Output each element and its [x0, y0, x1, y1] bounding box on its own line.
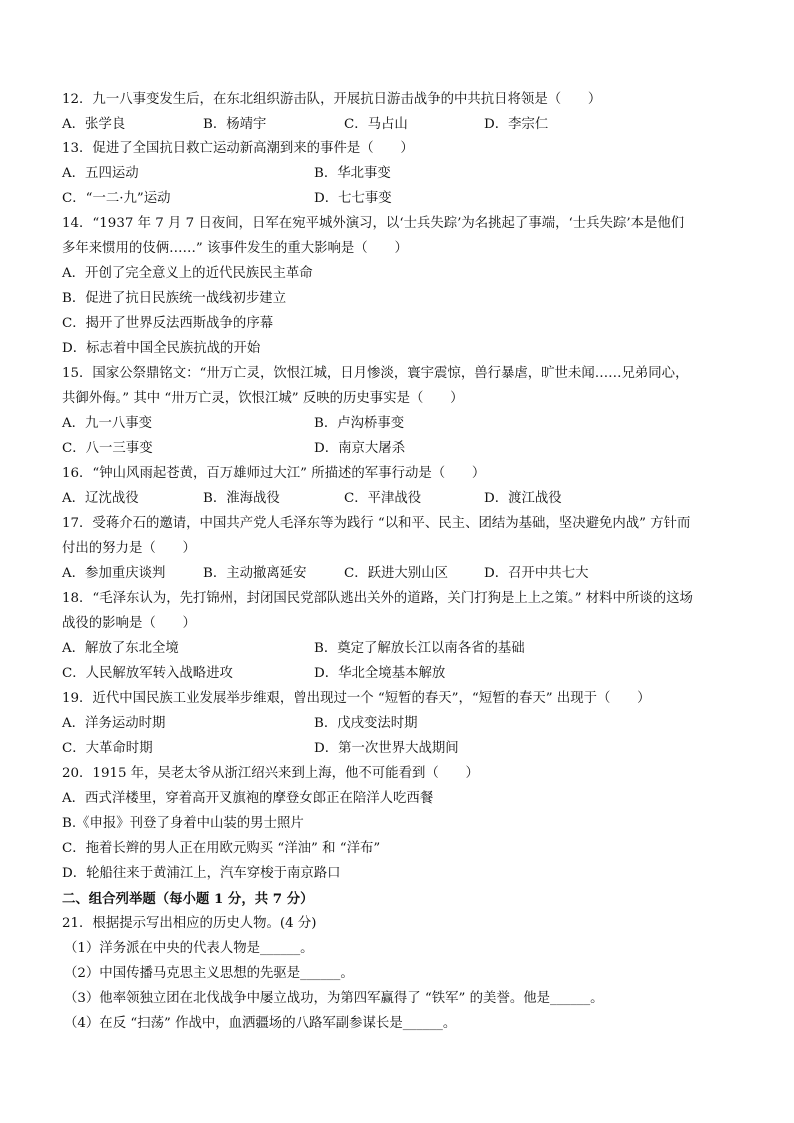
question-13-option-a: A．五四运动	[62, 166, 139, 181]
question-17-option-a: A．参加重庆谈判	[62, 566, 166, 581]
question-18-option-d: D．华北全境基本解放	[314, 666, 446, 681]
question-20-option-a: A．西式洋楼里，穿着高开叉旗袍的摩登女郎正在陪洋人吃西餐	[62, 791, 434, 806]
question-19-stem: 19．近代中国民族工业发展举步维艰，曾出现过一个 “短暂的春天”，“短暂的春天” 出现于（ ）	[62, 691, 651, 706]
question-19-option-a: A．洋务运动时期	[62, 716, 166, 731]
section-2-title: 二、组合列举题（每小题 1 分，共 7 分）	[62, 891, 314, 907]
question-18-stem-line-2: 战役的影响是（ ）	[62, 616, 196, 631]
question-12-stem: 12．九一八事变发生后，在东北组织游击队，开展抗日游击战争的中共抗日将领是（ ）	[62, 92, 602, 107]
question-14-option-a: A．开创了完全意义上的近代民族民主革命	[62, 266, 313, 281]
question-19-option-c: C．大革命时期	[62, 741, 153, 756]
question-12-option-c: C．马占山	[344, 117, 408, 132]
question-13-option-d: D．七七事变	[314, 191, 392, 206]
question-15-option-b: B．卢沟桥事变	[314, 416, 405, 431]
question-13-option-c: C．“一二·九”运动	[62, 191, 171, 206]
question-16-option-c: C．平津战役	[344, 491, 422, 506]
question-13-option-b: B．华北事变	[314, 166, 391, 181]
question-16-stem: 16．“钟山风雨起苍黄，百万雄师过大江” 所描述的军事行动是（ ）	[62, 466, 486, 481]
question-16-option-d: D．渡江战役	[484, 491, 562, 506]
question-17-stem-line-1: 17．受蒋介石的邀请，中国共产党人毛泽东等为践行 “以和平、民主、团结为基础，坚决避免内战” 方针而	[62, 516, 691, 531]
question-14-stem-line-1: 14．“1937 年 7 月 7 日夜间，日军在宛平城外演习，以‘士兵失踪’为名挑起了事端，‘士兵失踪’本是他们	[62, 216, 685, 231]
question-13-stem: 13．促进了全国抗日救亡运动新高潮到来的事件是（ ）	[62, 141, 414, 156]
question-18-stem-line-1: 18．“毛泽东认为，先打锦州，封闭国民党部队逃出关外的道路，关门打狗是上上之策。” 材料中所谈的这场	[62, 591, 693, 606]
question-20-option-d: D．轮船往来于黄浦江上，汽车穿梭于南京路口	[62, 866, 341, 881]
question-17-option-c: C．跃进大别山区	[344, 566, 448, 581]
question-21-item-3: （3）他率领独立团在北伐战争中屡立战功，为第四军赢得了 “铁军” 的美誉。他是______。	[64, 991, 604, 1006]
question-15-option-c: C．八一三事变	[62, 441, 153, 456]
question-21-item-1: （1）洋务派在中央的代表人物是______。	[64, 941, 314, 956]
question-20-option-c: C．拖着长辫的男人正在用欧元购买 “洋油” 和 “洋布”	[62, 841, 381, 856]
question-14-option-c: C．揭开了世界反法西斯战争的序幕	[62, 316, 274, 331]
question-16-option-b: B．淮海战役	[203, 491, 280, 506]
question-16-option-a: A．辽沈战役	[62, 491, 139, 506]
question-21-stem: 21．根据提示写出相应的历史人物。(4 分)	[62, 916, 317, 931]
question-17-option-d: D．召开中共七大	[484, 566, 589, 581]
question-18-option-c: C．人民解放军转入战略进攻	[62, 666, 233, 681]
question-14-option-d: D．标志着中国全民族抗战的开始	[62, 341, 261, 356]
question-18-option-b: B．奠定了解放长江以南各省的基础	[314, 641, 525, 656]
question-17-stem-line-2: 付出的努力是（ ）	[62, 541, 196, 556]
question-21-item-2: （2）中国传播马克思主义思想的先驱是______。	[64, 966, 354, 981]
question-19-option-b: B．戊戌变法时期	[314, 716, 418, 731]
question-14-option-b: B．促进了抗日民族统一战线初步建立	[62, 291, 287, 306]
question-12-option-a: A．张学良	[62, 117, 126, 132]
question-14-stem-line-2: 多年来惯用的伎俩……” 该事件发生的重大影响是（ ）	[62, 241, 408, 256]
question-15-option-a: A．九一八事变	[62, 416, 153, 431]
question-20-option-b: B.《申报》刊登了身着中山装的男士照片	[62, 816, 304, 831]
question-17-option-b: B．主动撤离延安	[203, 566, 307, 581]
question-21-item-4: （4）在反 “扫荡” 作战中，血洒疆场的八路军副参谋长是______。	[64, 1016, 457, 1031]
question-15-option-d: D．南京大屠杀	[314, 441, 406, 456]
question-19-option-d: D．第一次世界大战期间	[314, 741, 459, 756]
question-15-stem-line-2: 共御外侮。” 其中 “卅万亡灵，饮恨江城” 反映的历史事实是（ ）	[62, 391, 464, 406]
question-20-stem: 20．1915 年，吴老太爷从浙江绍兴来到上海，他不可能看到（ ）	[62, 766, 479, 781]
question-18-option-a: A．解放了东北全境	[62, 641, 179, 656]
question-12-option-b: B．杨靖宇	[203, 117, 267, 132]
question-12-option-d: D．李宗仁	[484, 117, 549, 132]
question-15-stem-line-1: 15．国家公祭鼎铭文：“卅万亡灵，饮恨江城，日月惨淡，寰宇震惊，兽行暴虐，旷世未闻……兄弟同心，	[62, 366, 689, 381]
